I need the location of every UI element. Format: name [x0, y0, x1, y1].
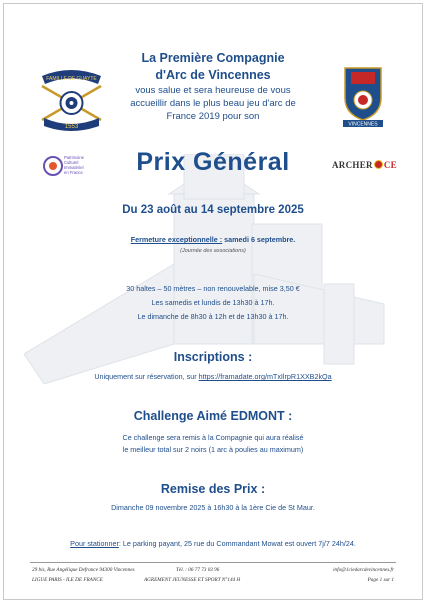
closure-line [4, 235, 422, 244]
reservation-link[interactable]: https://framadate.org/mTxIlrpR1XXB2kQa [198, 372, 332, 381]
header-line1: La Première Compagnie [141, 51, 285, 65]
challenge-heading: Challenge Aimé EDMONT : [133, 409, 293, 423]
event-dates: Du 23 août au 14 septembre 2025 [122, 204, 304, 216]
footer-address: 29 bis, Rue Angélique Defrance 94300 Vincennes [32, 567, 135, 573]
parking-label: Pour stationner [70, 539, 119, 548]
header-line5: France 2019 pour son [166, 111, 260, 122]
patrimoine-line1: Patrimoine [64, 155, 85, 160]
header-line2: d'Arc de Vincennes [155, 68, 271, 82]
closure-note: (Journée des associations) [180, 248, 246, 254]
patrimoine-line3: Immatériel [64, 165, 84, 170]
inscriptions-text: Uniquement sur réservation, sur [94, 372, 197, 381]
coat-of-arms-banner-text: VINCENNES [348, 121, 378, 128]
patrimoine-line4: en France [64, 170, 83, 175]
footer-email: info@1ciedarcdevincennes.fr [333, 567, 394, 573]
footer-divider [30, 562, 396, 563]
inscriptions-heading: Inscriptions : [173, 350, 253, 364]
footer-phone: Tél. : 06 77 73 03 96 [176, 567, 220, 573]
info-line-2: Les samedis et lundis de 13h30 à 17h. [151, 298, 275, 307]
archer-logo-suffix: CE [383, 160, 397, 170]
footer-league: LIGUE PARIS - ILE DE FRANCE [32, 577, 103, 583]
document-page [3, 3, 423, 600]
logo-ribbon-bottom-text: 1553 [64, 124, 79, 130]
challenge-line2: le meilleur total sur 2 noirs (1 arc à poulies au maximum) [122, 445, 304, 454]
header-line4: accueillir dans le plus beau jeu d'arc de [130, 98, 296, 109]
closure-label: Fermeture exceptionnelle : [130, 235, 223, 244]
header-line3: vous salue et sera heureuse de vous [135, 85, 291, 96]
info-line-1: 30 haltes – 50 mètres – non renouvelable, mise 3,50 € [126, 284, 300, 293]
closure-value: samedi 6 septembre. [224, 235, 296, 244]
parking-line [4, 539, 422, 548]
challenge-line1: Ce challenge sera remis à la Compagnie qui aura réalisé [122, 433, 304, 442]
patrimoine-line2: Culturel [64, 160, 79, 165]
remise-text: Dimanche 09 novembre 2025 à 16h30 à la 1ère Cie de St Maur. [111, 503, 315, 512]
remise-heading: Remise des Prix : [160, 482, 266, 496]
archer-logo-text: ARCHER [332, 160, 373, 170]
parking-text: : Le parking payant, 25 rue du Commandant Mowat est ouvert 7j/7 24h/24. [118, 539, 356, 548]
logo-ribbon-top-text: FAMILLE DE GUAYTE [46, 76, 97, 82]
event-title: Prix Général [136, 148, 290, 176]
footer-page-number: Page 1 sur 1 [367, 577, 394, 583]
inscriptions-line [4, 372, 422, 381]
footer-agrement: AGREMENT JEUNESSE ET SPORT N°144 H [144, 577, 241, 583]
info-line-3: Le dimanche de 8h30 à 12h et de 13h30 à 17h. [137, 312, 289, 321]
